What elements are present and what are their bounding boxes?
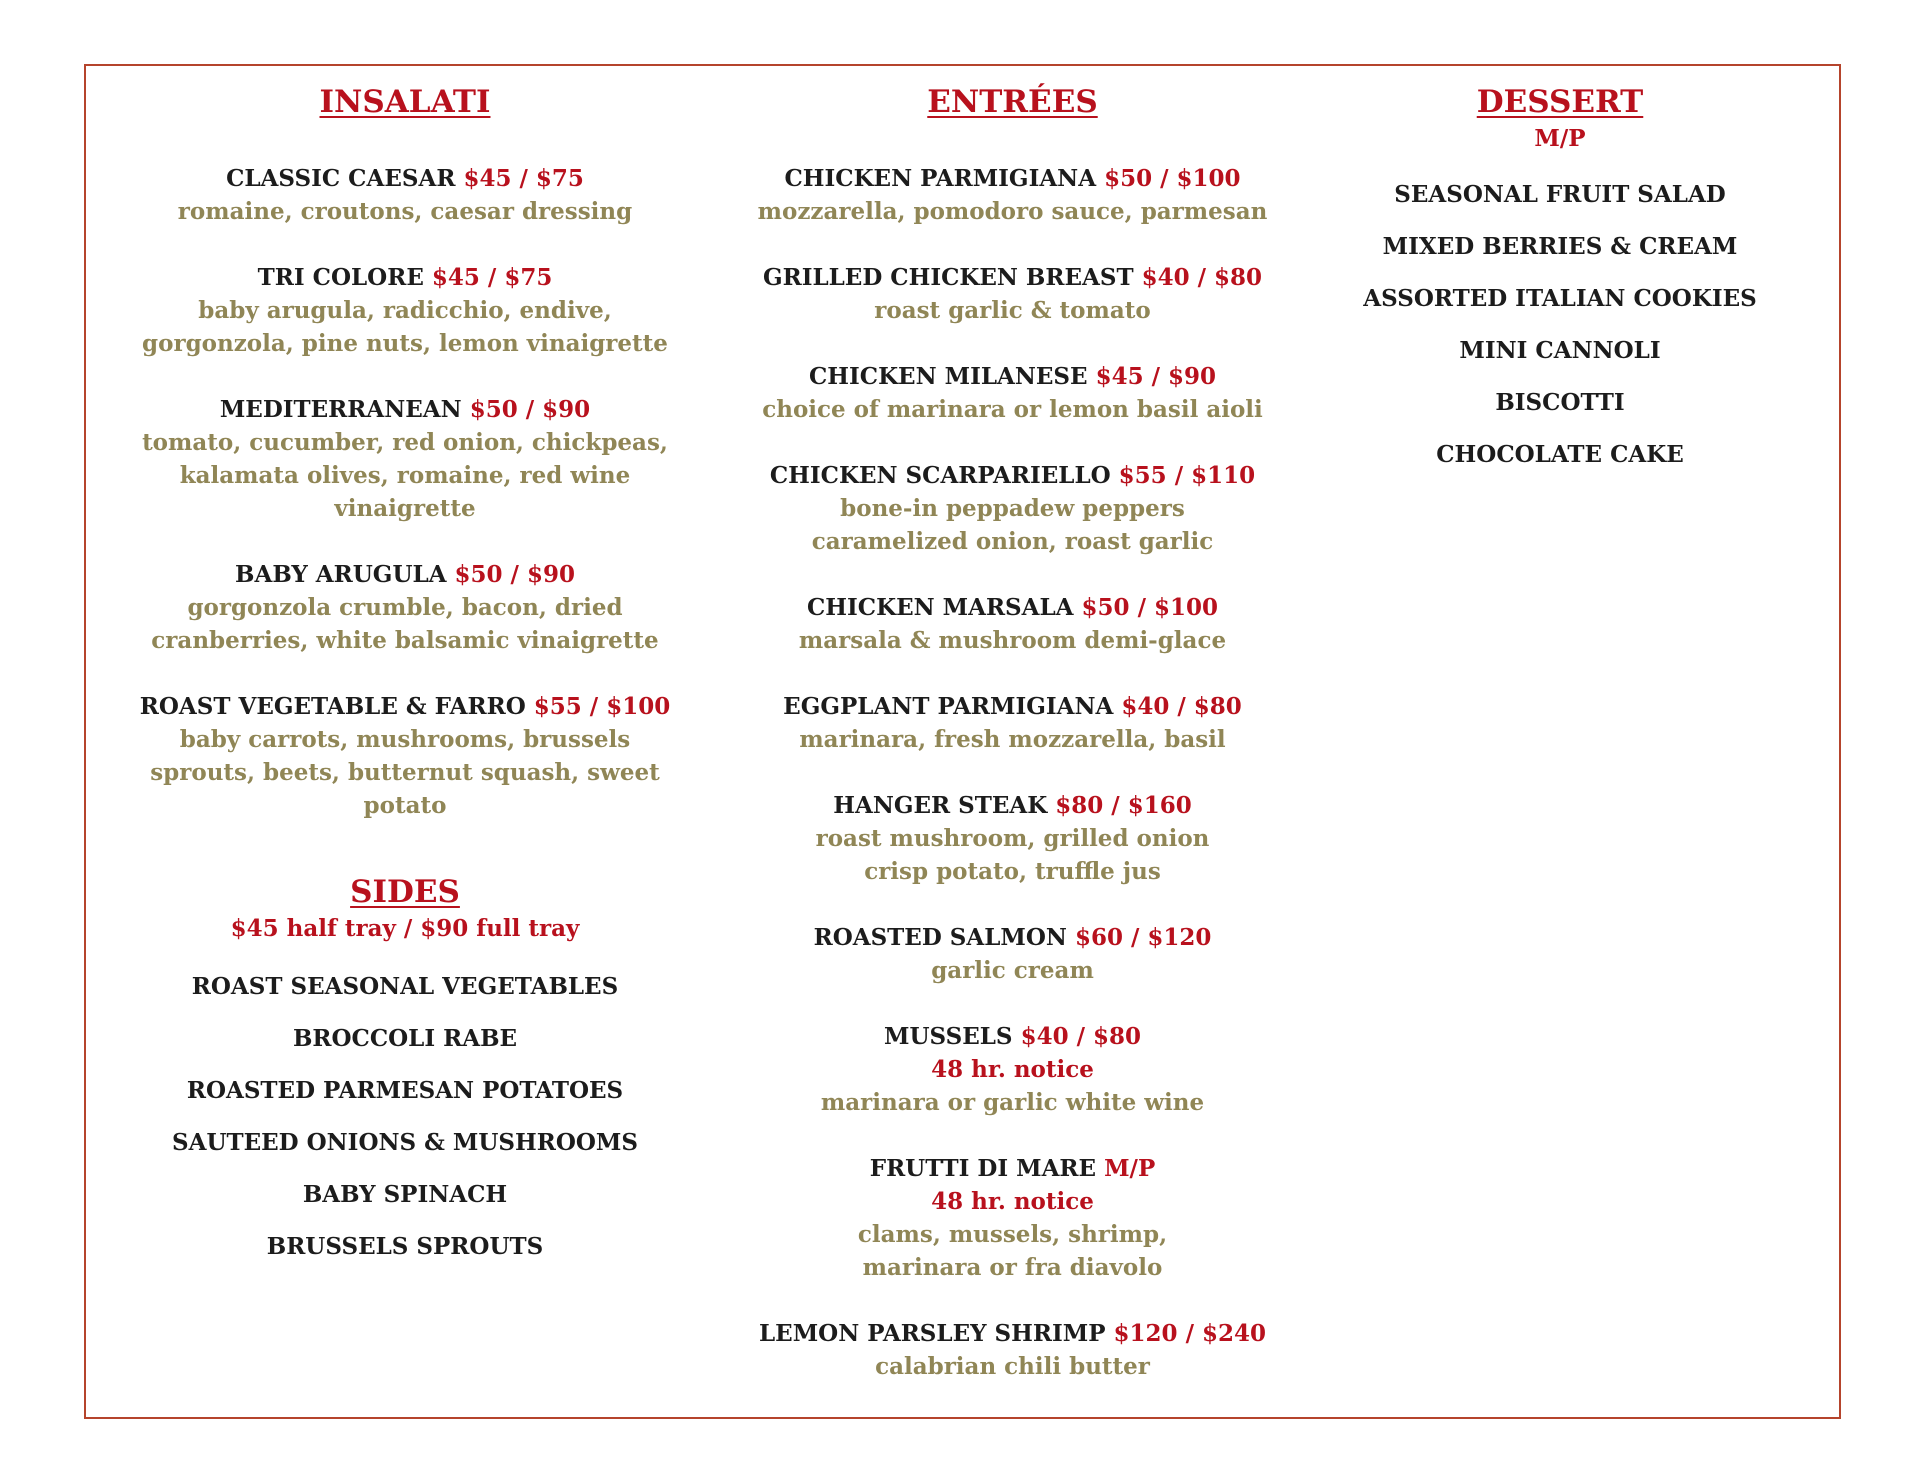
item-price: $45 / $75 [431,264,553,291]
menu-item [730,1317,1295,1383]
item-name: HANGER STEAK [833,792,1048,819]
menu-item [730,690,1295,756]
menu-item [730,360,1295,426]
side-item: ROASTED PARMESAN POTATOES [186,1077,624,1104]
item-description: baby carrots, mushrooms, brussels [179,726,631,753]
item-description: marinara, fresh mozzarella, basil [799,726,1226,753]
sides-price-note: $45 half tray / $90 full tray [230,915,580,942]
dessert-item: BISCOTTI [1495,389,1625,416]
item-price: $50 / $100 [1104,165,1241,192]
item-title-line [730,261,1295,294]
item-title-line [730,690,1295,723]
dessert-item: CHOCOLATE CAKE [1436,441,1684,468]
item-title-line [120,393,690,426]
insalati-column [120,80,690,1282]
dessert-item: MINI CANNOLI [1459,337,1661,364]
item-name: CHICKEN MARSALA [806,594,1074,621]
menu-item [120,690,690,822]
item-description: sprouts, beets, butternut squash, sweet [150,759,660,786]
item-description: clams, mussels, shrimp, [857,1221,1168,1248]
side-item: ROAST SEASONAL VEGETABLES [191,973,619,1000]
item-description: marsala & mushroom demi-glace [798,627,1227,654]
side-item: BRUSSELS SPROUTS [266,1233,544,1260]
item-price: $45 / $90 [1095,363,1217,390]
item-title-line [730,162,1295,195]
item-price: $40 / $80 [1121,693,1242,720]
menu-item [120,558,690,657]
item-name: EGGPLANT PARMIGIANA [783,693,1114,720]
item-title-line [730,789,1295,822]
item-description: vinaigrette [334,495,476,522]
menu-item [730,459,1295,558]
item-notice: 48 hr. notice [931,1056,1094,1083]
item-title-line [120,690,690,723]
item-description: potato [363,792,447,819]
menu-item [120,393,690,525]
item-description: choice of marinara or lemon basil aioli [762,396,1263,423]
dessert-column [1320,80,1800,490]
item-description: marinara or fra diavolo [862,1254,1163,1281]
item-title-line [120,261,690,294]
item-name: LEMON PARSLEY SHRIMP [759,1320,1106,1347]
menu-item [120,261,690,360]
item-title-line [730,360,1295,393]
entrees-column [730,80,1295,1383]
item-price: $120 / $240 [1113,1320,1266,1347]
item-description: gorgonzola crumble, bacon, dried [187,594,623,621]
item-title-line [730,459,1295,492]
item-price: $50 / $90 [454,561,575,588]
item-description: tomato, cucumber, red onion, chickpeas, [142,429,668,456]
insalati-list [120,162,690,822]
item-price: $55 / $110 [1118,462,1256,489]
item-title-line [730,591,1295,624]
item-price: $50 / $100 [1081,594,1218,621]
item-description: mozzarella, pomodoro sauce, parmesan [757,198,1268,225]
item-description: caramelized onion, roast garlic [811,528,1214,555]
item-name: GRILLED CHICKEN BREAST [762,264,1134,291]
item-description: bone-in peppadew peppers [840,495,1185,522]
menu-item [730,162,1295,228]
item-description: baby arugula, radicchio, endive, [198,297,612,324]
item-description: calabrian chili butter [875,1353,1150,1380]
dessert-item: SEASONAL FRUIT SALAD [1394,181,1726,208]
item-description: kalamata olives, romaine, red wine [179,462,631,489]
item-description: romaine, croutons, caesar dressing [177,198,633,225]
insalati-heading: INSALATI [319,84,491,120]
item-title-line [730,1317,1295,1350]
sides-heading: SIDES [350,874,460,910]
item-title-line [730,921,1295,954]
item-price: $50 / $90 [469,396,591,423]
item-price: $60 / $120 [1074,924,1212,951]
dessert-price-note: M/P [1534,125,1586,152]
menu-item [730,921,1295,987]
item-price: $55 / $100 [533,693,671,720]
menu-item [730,591,1295,657]
item-name: ROAST VEGETABLE & FARRO [139,693,526,720]
menu-item [730,1152,1295,1284]
sides-list [120,970,690,1263]
dessert-item: MIXED BERRIES & CREAM [1382,233,1738,260]
item-title-line [730,1020,1295,1053]
item-name: TRI COLORE [257,264,424,291]
item-description: roast garlic & tomato [874,297,1151,324]
item-notice: 48 hr. notice [931,1188,1094,1215]
item-price: $45 / $75 [463,165,584,192]
side-item: SAUTEED ONIONS & MUSHROOMS [171,1129,639,1156]
item-description: gorgonzola, pine nuts, lemon vinaigrette [142,330,668,357]
entrees-heading: ENTRÉES [927,84,1098,120]
menu-item [730,1020,1295,1119]
sides-section [120,870,690,1263]
menu-item [730,789,1295,888]
menu-item [120,162,690,228]
item-price: $40 / $80 [1141,264,1263,291]
item-name: MUSSELS [884,1023,1013,1050]
item-description: cranberries, white balsamic vinaigrette [151,627,659,654]
side-item: BABY SPINACH [302,1181,508,1208]
item-title-line [120,558,690,591]
entrees-list [730,162,1295,1383]
item-description: garlic cream [931,957,1094,984]
item-name: BABY ARUGULA [235,561,447,588]
side-item: BROCCOLI RABE [292,1025,518,1052]
menu-item [730,261,1295,327]
item-name: FRUTTI DI MARE [869,1155,1097,1182]
item-price: M/P [1104,1155,1156,1182]
item-price: $40 / $80 [1020,1023,1141,1050]
item-name: MEDITERRANEAN [219,396,462,423]
item-description: marinara or garlic white wine [820,1089,1205,1116]
item-title-line [120,162,690,195]
item-price: $80 / $160 [1055,792,1192,819]
item-name: CHICKEN MILANESE [808,363,1088,390]
dessert-item: ASSORTED ITALIAN COOKIES [1363,285,1757,312]
dessert-list [1320,178,1800,471]
item-name: ROASTED SALMON [813,924,1067,951]
item-name: CLASSIC CAESAR [226,165,456,192]
dessert-heading: DESSERT [1476,84,1644,120]
item-title-line [730,1152,1295,1185]
item-description: roast mushroom, grilled onion [815,825,1210,852]
item-description: crisp potato, truffle jus [864,858,1161,885]
item-name: CHICKEN SCARPARIELLO [769,462,1111,489]
item-name: CHICKEN PARMIGIANA [784,165,1097,192]
